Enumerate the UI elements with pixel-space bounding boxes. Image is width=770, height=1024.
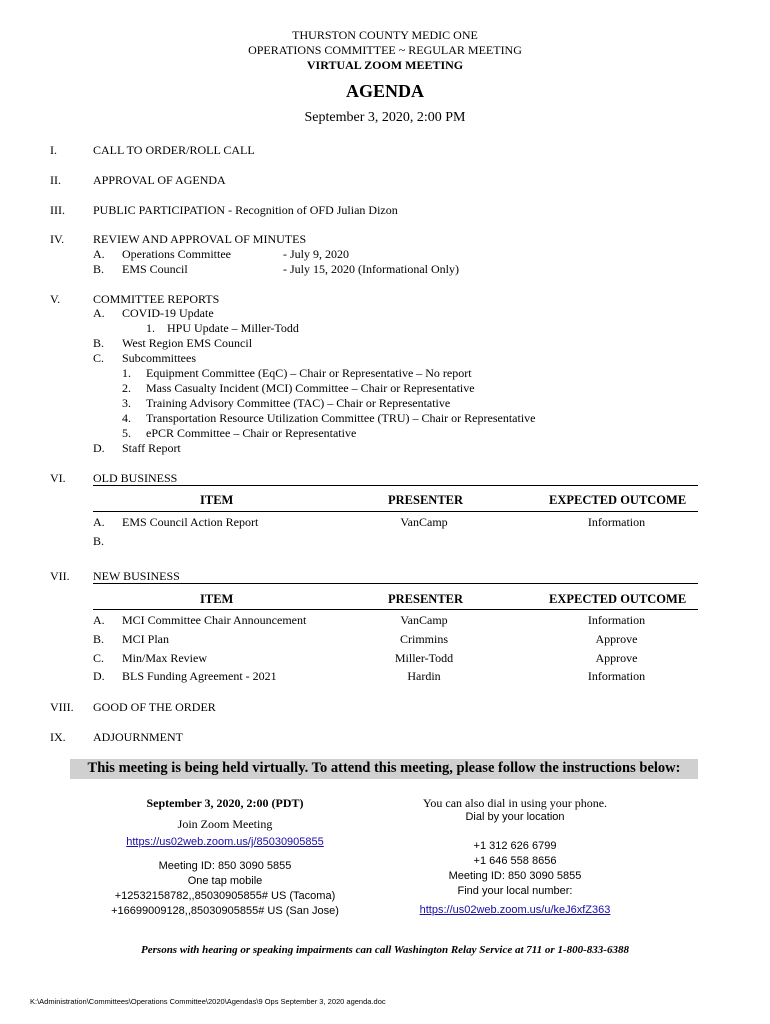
one-tap-number: +16699009128,,85030905855# US (San Jose)	[111, 905, 339, 917]
column-header-outcome: EXPECTED OUTCOME	[549, 493, 687, 507]
phone-number: +1 646 558 8656	[473, 855, 557, 867]
item-number: VIII.	[50, 700, 74, 714]
header-line-1: THURSTON COUNTY MEDIC ONE	[292, 28, 478, 42]
sub-sub-item: ePCR Committee – Chair or Representative	[146, 426, 357, 440]
agenda-item: COMMITTEE REPORTS	[93, 292, 220, 306]
join-zoom-link[interactable]: https://us02web.zoom.us/j/85030905855	[126, 836, 324, 848]
sub-item: West Region EMS Council	[122, 336, 253, 350]
page-title: AGENDA	[345, 81, 424, 101]
dial-meeting-id: Meeting ID: 850 3090 5855	[448, 870, 582, 882]
agenda-item: GOOD OF THE ORDER	[93, 700, 216, 714]
row-presenter: Crimmins	[399, 632, 448, 646]
row-item: Min/Max Review	[122, 651, 207, 665]
agenda-item: APPROVAL OF AGENDA	[93, 173, 226, 187]
column-header-item: ITEM	[200, 592, 234, 606]
phone-number: +1 312 626 6799	[473, 840, 557, 852]
join-label: Join Zoom Meeting	[177, 817, 273, 831]
row-outcome: Approve	[595, 651, 638, 665]
item-number: I.	[50, 143, 57, 157]
sub-item: EMS Council	[122, 262, 188, 276]
table-rule	[93, 583, 698, 584]
sub-number: 1.	[146, 321, 155, 335]
row-letter: C.	[93, 651, 105, 665]
item-number: VI.	[50, 471, 66, 485]
row-item: BLS Funding Agreement - 2021	[122, 669, 277, 683]
row-outcome: Information	[587, 669, 646, 683]
sub-item-date: - July 15, 2020 (Informational Only)	[283, 262, 459, 276]
sub-letter: A.	[93, 306, 105, 320]
agenda-item: PUBLIC PARTICIPATION - Recognition of OFD Julian Dizon	[93, 203, 398, 217]
row-presenter: Hardin	[407, 669, 441, 683]
item-number: VII.	[50, 569, 70, 583]
sub-number: 5.	[122, 426, 131, 440]
item-number: V.	[50, 292, 61, 306]
header-line-2: OPERATIONS COMMITTEE ~ REGULAR MEETING	[248, 43, 522, 57]
sub-letter: C.	[93, 351, 105, 365]
agenda-item: REVIEW AND APPROVAL OF MINUTES	[93, 232, 307, 246]
find-local-label: Find your local number:	[457, 885, 573, 897]
row-presenter: VanCamp	[400, 515, 448, 529]
sub-sub-item: Transportation Resource Utilization Committee (TRU) – Chair or Representative	[146, 411, 536, 425]
item-number: II.	[50, 173, 61, 187]
sub-sub-item: Equipment Committee (EqC) – Chair or Representative – No report	[146, 366, 472, 380]
row-outcome: Approve	[595, 632, 638, 646]
row-letter: B.	[93, 534, 105, 548]
meeting-id: Meeting ID: 850 3090 5855	[158, 860, 292, 872]
dial-in-intro: You can also dial in using your phone.	[422, 796, 608, 810]
sub-letter: D.	[93, 441, 105, 455]
sub-sub-item: Mass Casualty Incident (MCI) Committee – Chair or Representative	[146, 381, 475, 395]
footer-file-path: K:\Administration\Committees\Operations Committee\2020\Agendas\9 Ops September 3, 2020 agenda.doc	[30, 997, 386, 1006]
sub-letter: A.	[93, 247, 105, 261]
relay-note: Persons with hearing or speaking impairments can call Washington Relay Service at 711 or 1-800-833-6388	[141, 944, 629, 956]
local-number-link[interactable]: https://us02web.zoom.us/u/keJ6xfZ363	[419, 904, 611, 916]
sub-sub-item: HPU Update – Miller-Todd	[167, 321, 299, 335]
sub-item: Operations Committee	[122, 247, 231, 261]
sub-letter: B.	[93, 336, 105, 350]
sub-number: 4.	[122, 411, 131, 425]
row-presenter: VanCamp	[400, 613, 448, 627]
table-rule	[93, 485, 698, 486]
column-header-presenter: PRESENTER	[388, 592, 464, 606]
row-letter: A.	[93, 613, 105, 627]
one-tap-label: One tap mobile	[187, 875, 263, 887]
column-header-outcome: EXPECTED OUTCOME	[549, 592, 687, 606]
row-item: EMS Council Action Report	[122, 515, 259, 529]
row-item: MCI Committee Chair Announcement	[122, 613, 307, 627]
item-number: IX.	[50, 730, 66, 744]
agenda-item: NEW BUSINESS	[93, 569, 180, 583]
virtual-date: September 3, 2020, 2:00 (PDT)	[146, 796, 304, 810]
sub-letter: B.	[93, 262, 105, 276]
row-letter: B.	[93, 632, 105, 646]
agenda-item: OLD BUSINESS	[93, 471, 178, 485]
meeting-date: September 3, 2020, 2:00 PM	[304, 110, 466, 125]
agenda-item: ADJOURNMENT	[93, 730, 183, 744]
item-number: IV.	[50, 232, 65, 246]
column-header-item: ITEM	[200, 493, 234, 507]
table-rule	[93, 609, 698, 610]
row-letter: A.	[93, 515, 105, 529]
sub-item: Subcommittees	[122, 351, 196, 365]
header-line-3: VIRTUAL ZOOM MEETING	[306, 58, 464, 72]
sub-number: 3.	[122, 396, 131, 410]
row-outcome: Information	[587, 613, 646, 627]
table-rule	[93, 511, 698, 512]
sub-item-date: - July 9, 2020	[283, 247, 349, 261]
sub-item: Staff Report	[122, 441, 181, 455]
sub-number: 1.	[122, 366, 131, 380]
row-outcome: Information	[587, 515, 646, 529]
item-number: III.	[50, 203, 65, 217]
column-header-presenter: PRESENTER	[388, 493, 464, 507]
sub-number: 2.	[122, 381, 131, 395]
sub-sub-item: Training Advisory Committee (TAC) – Chair or Representative	[146, 396, 451, 410]
agenda-item: CALL TO ORDER/ROLL CALL	[93, 143, 255, 157]
one-tap-number: +12532158782,,85030905855# US (Tacoma)	[114, 890, 336, 902]
row-presenter: Miller-Todd	[394, 651, 454, 665]
row-item: MCI Plan	[122, 632, 170, 646]
row-letter: D.	[93, 669, 105, 683]
virtual-banner-text: This meeting is being held virtually. To attend this meeting, please follow the instructions below:	[87, 760, 681, 776]
sub-item: COVID-19 Update	[122, 306, 214, 320]
dial-by-location: Dial by your location	[465, 811, 565, 823]
